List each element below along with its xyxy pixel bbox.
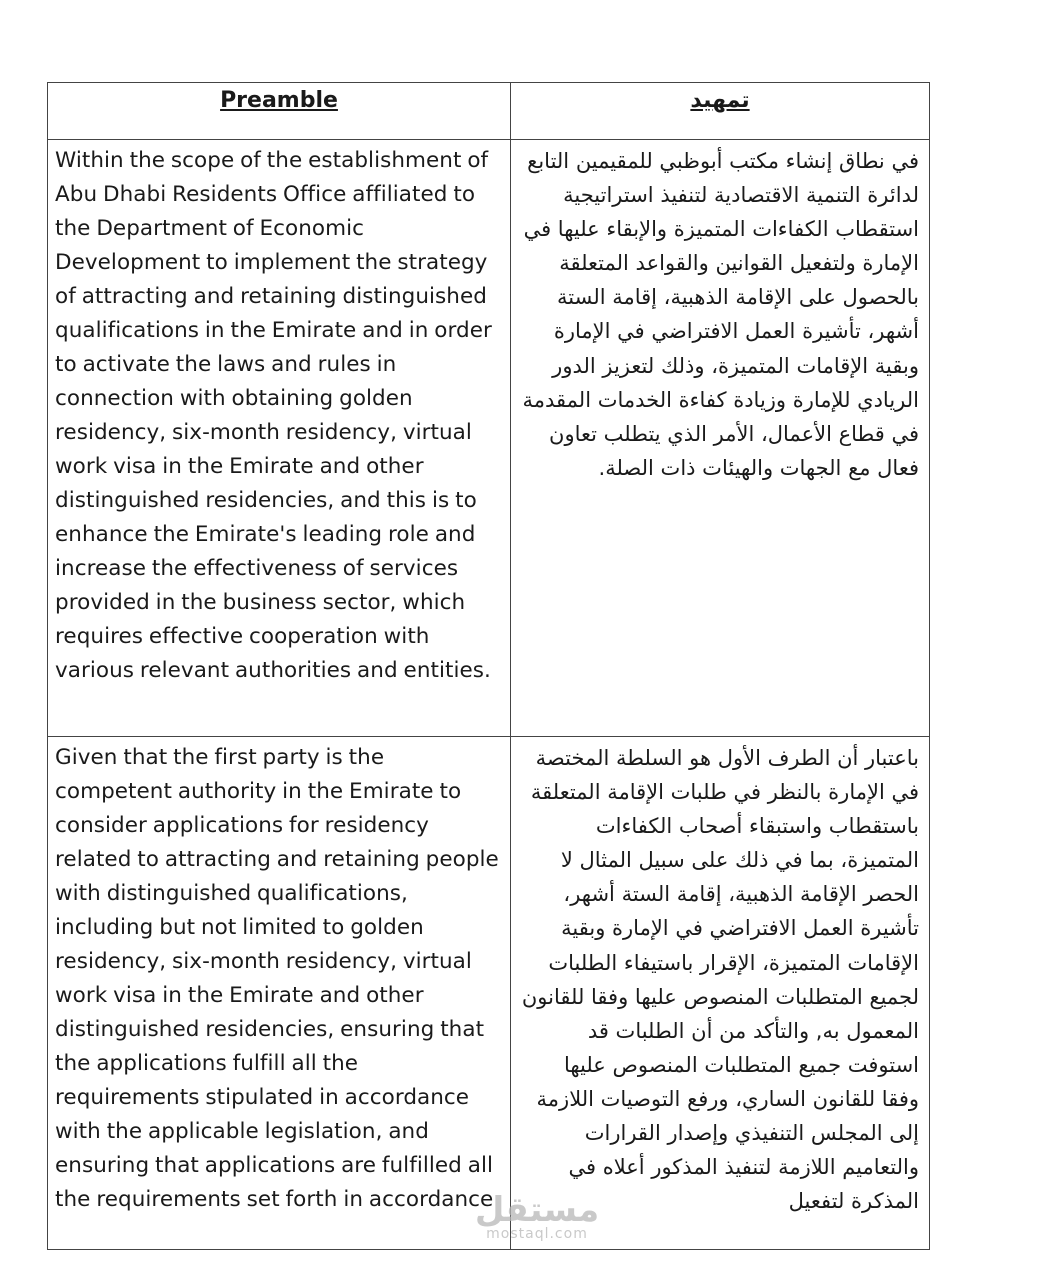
row2-text-ar: باعتبار أن الطرف الأول هو السلطة المختصة في الإمارة بالنظر في طلبات الإقامة المتعلقة باستقطاب واستبقاء أصحاب الكفاءات المتميزة، بما في ذلك على سبيل المثال لا الحصر الإقامة الذهبية، إقامة الستة أشهر، تأشيرة العمل الافتراضي في الإمارة وبقية الإقامات المتميزة، الإقرار باستيفاء الطلبات لجميع المتطلبات المنصوص عليها وفقا للقانون المعمول به, والتأكد من أن الطلبات قد استوفت جميع المتطلبات المنصوص عليها وفقا للقانون الساري، ورفع التوصيات اللازمة إلى المجلس التنفيذي وإصدار القرارات والتعاميم اللازمة لتنفيذ المذكور أعلاه في المذكرة لتفعيل [521, 746, 919, 1214]
row1-text-en: Within the scope of the establishment of Abu Dhabi Residents Office affiliated to the Department of Economic Development to implement the strategy of attracting and retaining distinguished qualifications in the Emirate and in order to activate the laws and rules in connection with obtaining golden residency, six-month residency, virtual work visa in the Emirate and other distinguished residencies, and this is to enhance the Emirate's leading role and increase the effectiveness of services provided in the business sector, which requires effective cooperation with various relevant authorities and entities. [55, 148, 492, 683]
header-ar: تمهيد [690, 88, 750, 113]
row2-cell-ar [511, 737, 930, 1250]
header-en: Preamble [220, 88, 338, 113]
row1-text-ar: في نطاق إنشاء مكتب أبوظبي للمقيمين التابع لدائرة التنمية الاقتصادية لتنفيذ استراتيجية استقطاب الكفاءات المتميزة والإبقاء عليها في الإمارة ولتفعيل القوانين والقواعد المتعلقة بالحصول على الإقامة الذهبية، إقامة الستة أشهر، تأشيرة العمل الافتراضي في الإمارة وبقية الإقامات المتميزة، وذلك لتعزيز الدور الريادي للإمارة وزيادة كفاءة الخدمات المقدمة في قطاع الأعمال، الأمر الذي يتطلب تعاون فعال مع الجهات والهيئات ذات الصلة. [522, 149, 919, 480]
watermark-text-ar: مستقل [474, 1190, 600, 1230]
row1-cell-en [48, 140, 511, 737]
row1-cell-ar [511, 140, 930, 737]
bilingual-table [47, 82, 930, 1250]
page-top-margin [0, 0, 1060, 82]
row2-cell-en [48, 737, 511, 1250]
header-cell-en [48, 83, 511, 140]
row2-text-en: Given that the first party is the competent authority in the Emirate to consider applications for residency related to attracting and retaining people with distinguished qualifications, including but not limited to golden residency, six-month residency, virtual work visa in the Emirate and other distinguished residencies, ensuring that the applications fulfill all the requirements stipulated in accordance with the applicable legislation, and ensuring that applications are fulfilled all the requirements set forth in accordance [55, 745, 499, 1212]
header-row [48, 83, 930, 140]
table-row [48, 140, 930, 737]
table-row [48, 737, 930, 1250]
header-cell-ar [511, 83, 930, 140]
watermark-text-en: mostaql.com [486, 1226, 588, 1242]
